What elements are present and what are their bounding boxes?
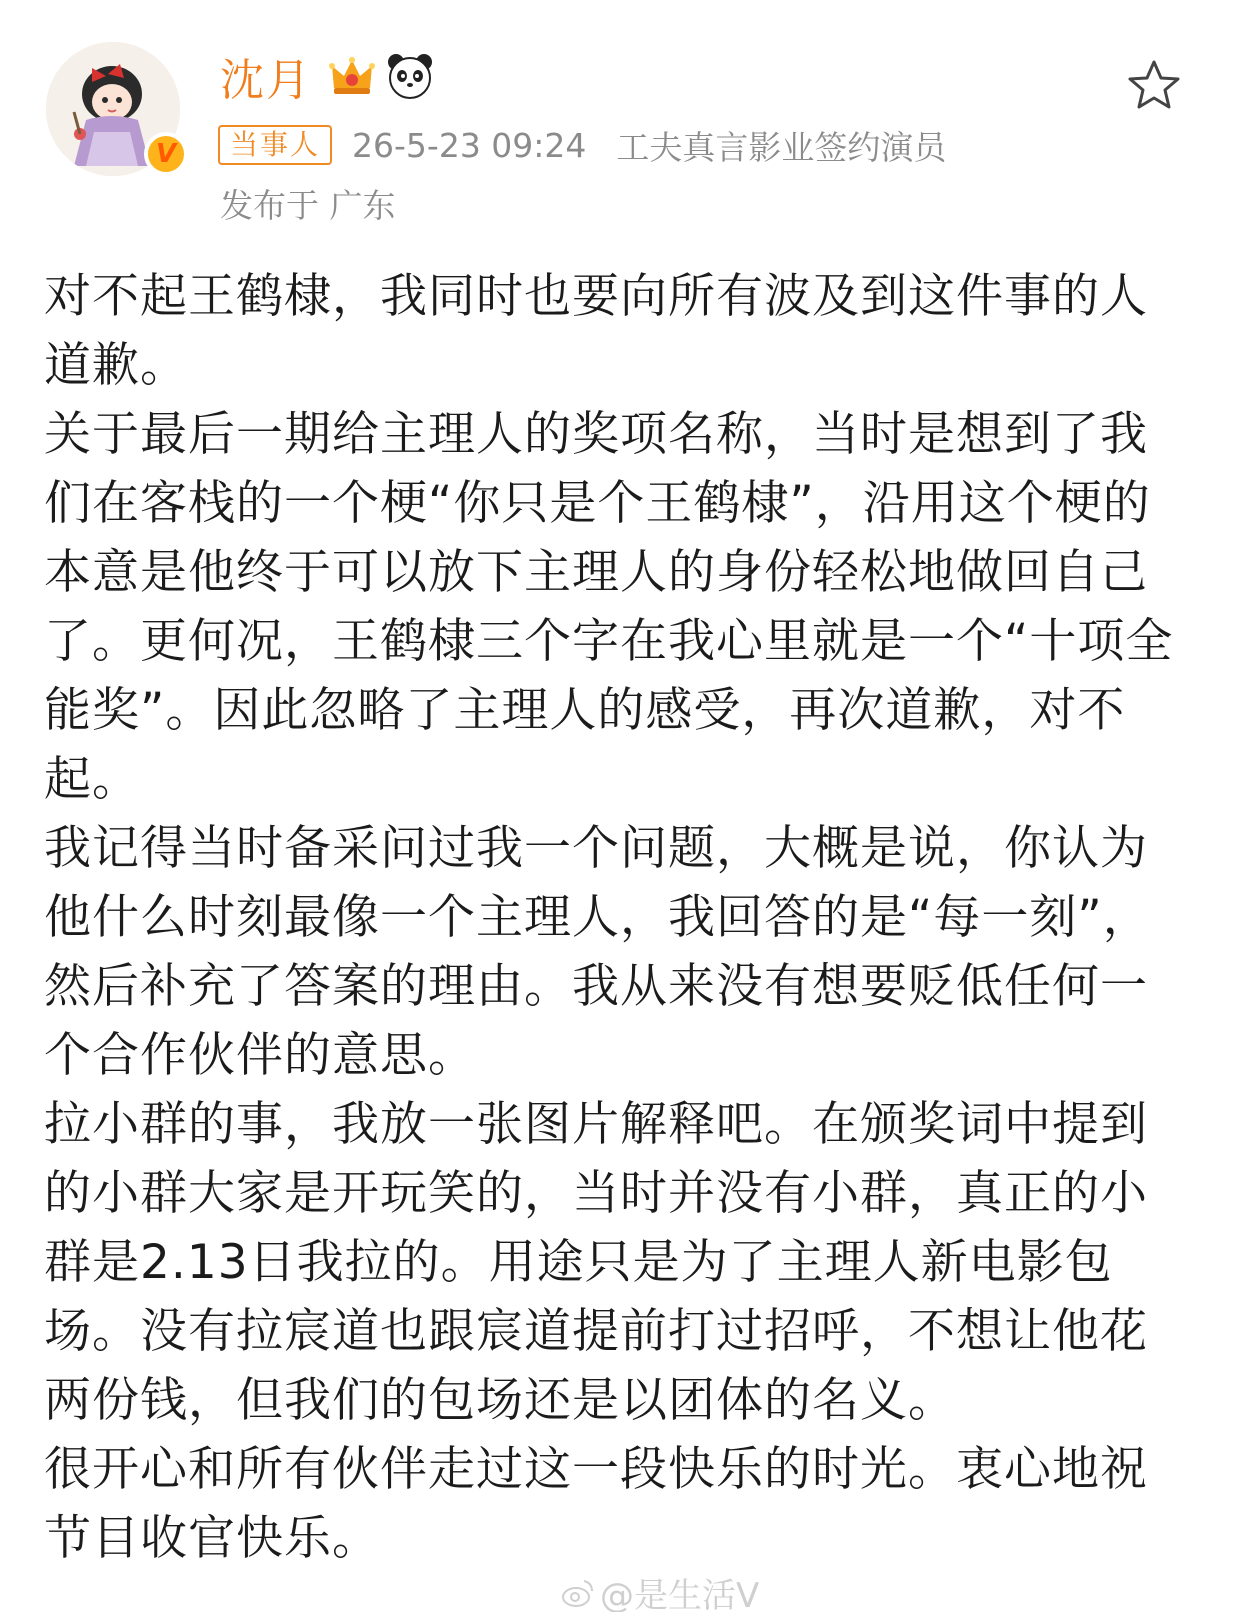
post-header bbox=[0, 0, 1256, 260]
panda-icon[interactable] bbox=[384, 50, 436, 102]
crown-icon[interactable] bbox=[326, 50, 378, 102]
star-icon[interactable] bbox=[1124, 56, 1184, 116]
post-paragraph: 关于最后一期给主理人的奖项名称，当时是想到了我们在客栈的一个梗“你只是个王鹤棣”，沿用这个梗的本意是他终于可以放下主理人的身份轻松地做回自己了。更何况，王鹤棣三个字在我心里就是一个“十项全能奖”。因此忽略了主理人的感受，再次道歉，对不起。 bbox=[44, 407, 1174, 807]
post-paragraph: 拉小群的事，我放一张图片解释吧。在颁奖词中提到的小群大家是开玩笑的，当时并没有小群，真正的小群是2.13日我拉的。用途只是为了主理人新电影包场。没有拉宸道也跟宸道提前打过招呼，不想让他花两份钱，但我们的包场还是以团体的名义。 bbox=[44, 1097, 1148, 1428]
weibo-icon bbox=[560, 1575, 596, 1611]
post-paragraph: 对不起王鹤棣，我同时也要向所有波及到这件事的人道歉。 bbox=[44, 269, 1148, 393]
post-paragraph: 我记得当时备采问过我一个问题，大概是说，你认为他什么时刻最像一个主理人，我回答的是“每一刻”，然后补充了答案的理由。我从来没有想要贬低任何一个合作伙伴的意思。 bbox=[44, 821, 1151, 1083]
post-time: 26-5-23 09:24 bbox=[352, 125, 587, 165]
username[interactable]: 沈月 bbox=[220, 55, 312, 106]
meta-row bbox=[218, 122, 946, 168]
avatar-container[interactable] bbox=[46, 42, 180, 176]
post-body bbox=[44, 262, 1194, 1573]
verified-badge-icon: V bbox=[144, 132, 188, 176]
party-badge: 当事人 bbox=[218, 125, 332, 165]
post-paragraph: 很开心和所有伙伴走过这一段快乐的时光。衷心地祝节目收官快乐。 bbox=[44, 1442, 1148, 1566]
name-row bbox=[220, 44, 442, 108]
watermark-text: @是生活V bbox=[600, 1576, 760, 1612]
post-location: 发布于 广东 bbox=[220, 186, 396, 225]
user-description: 工夫真言影业签约演员 bbox=[616, 127, 947, 167]
watermark bbox=[560, 1568, 759, 1612]
